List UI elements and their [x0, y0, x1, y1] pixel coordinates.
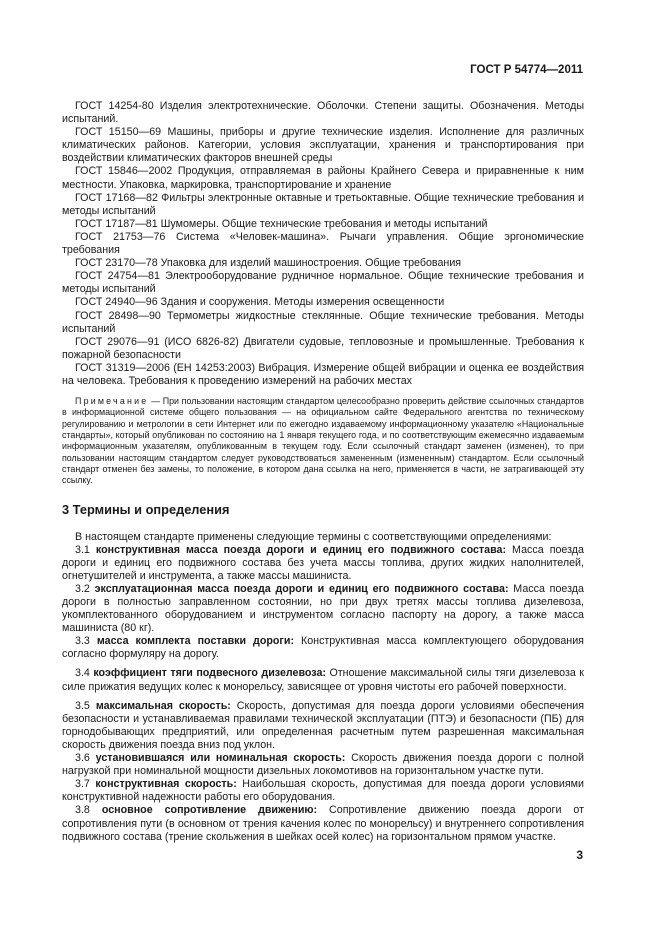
term-text: Сопротивление движению поезда дороги от сопротивления пути (в основном от трения качения колес по монорельсу) и внутреннего сопротивления подвижного состава (трение скольжения в шейках осей колес) на горизонтальном прямом участке.: [62, 804, 584, 843]
term-text: Конструктивная масса комплектующего оборудования согласно формуляру на дорогу.: [62, 635, 584, 661]
note: [62, 396, 584, 486]
term-number: 3.8: [75, 804, 90, 817]
reference-item: ГОСТ 21753—76 Система «Человек-машина». Рычаги управления. Общие эргономические требования: [62, 230, 584, 257]
note-text: — При пользовании настоящим стандартом целесообразно проверить действие ссылочных стандартов в информационной системе общего пользования — на официальном сайте Федерального агентства по техническому регулированию и метрологии в сети Интернет или по ежегодно издаваемому информационному указателю «Национальные стандарты», который опубликован по состоянию на 1 января текущего года, и по соответствующим ежемесячно издаваемым информационным указателям, опубликованным в текущем году. Если ссылочный стандарт заменен (изменен), то при пользовании настоящим стандартом следует руководствоваться замененным (измененным) стандартом. Если ссылочный стандарт отменен без замены, то положение, в котором дана ссылка на него, применяется в части, не затрагивающей эту ссылку.: [62, 396, 584, 486]
term-definition: [62, 635, 584, 661]
term-text: Скорость, допустимая для поезда дороги условиями обеспечения безопасности и устанавливаемая правилами технической эксплуатации (ПТЭ) и безопасности (ПБ) для горнодобывающих предприятий, или определенная расчетным путем разрешенная максимальная скорость движения поезда вниз под уклон.: [62, 699, 584, 751]
page-number: 3: [576, 848, 583, 862]
reference-item: ГОСТ 14254-80 Изделия электротехнические. Оболочки. Степени защиты. Обозначения. Методы испытаний.: [62, 100, 584, 126]
section-title: 3 Термины и определения: [62, 502, 230, 518]
term-text: Масса поезда дороги и единиц его подвижного состава без учета массы топлива, других жидких наполнителей, огнетушителей и инструмента, а также массы машиниста.: [62, 543, 584, 582]
term-name: конструктивная скорость:: [95, 778, 237, 791]
page-body: [62, 100, 584, 844]
reference-item: ГОСТ 24940—96 Здания и сооружения. Методы измерения освещенности: [75, 296, 445, 309]
term-number: 3.7: [75, 778, 90, 791]
document-id: ГОСТ Р 54774—2011: [470, 64, 583, 76]
reference-item: ГОСТ 17187—81 Шумомеры. Общие технические требования и методы испытаний: [75, 217, 488, 230]
term-definition: [62, 804, 584, 843]
reference-item: ГОСТ 29076—91 (ИСО 6826-82) Двигатели судовые, тепловозные и промышленные. Требования к пожарной безопасности: [62, 335, 584, 361]
term-definition: [62, 778, 584, 804]
term-number: 3.4: [75, 667, 90, 680]
term-name: масса комплекта поставки дороги:: [96, 635, 294, 648]
term-definition: [62, 752, 584, 778]
term-number: 3.3: [75, 635, 90, 648]
term-name: установившаяся или номинальная скорость:: [95, 752, 346, 765]
term-number: 3.6: [75, 752, 90, 765]
reference-item: ГОСТ 24754—81 Электрооборудование рудничное нормальное. Общие технические требования и методы испытаний: [62, 270, 584, 296]
term-name: коэффициент тяги подвесного дизелевоза:: [93, 667, 326, 680]
term-text: Скорость движения поезда дороги с полной нагрузкой при номинальной мощности дизельных локомотивов на горизонтальном участке пути.: [62, 752, 584, 778]
term-text: Наибольшая скорость, допустимая для поезда дороги условиями конструктивной надежности работы его оборудования.: [62, 778, 584, 804]
term-name: конструктивная масса поезда дороги и единиц его подвижного состава:: [95, 543, 507, 556]
section-intro: В настоящем стандарте применены следующие термины с соответствующими определениями:: [75, 530, 552, 543]
reference-item: ГОСТ 31319—2006 (ЕН 14253:2003) Вибрация. Измерение общей вибрации и оценка ее воздействия на человека. Требования к проведению измерений на рабочих местах: [62, 361, 584, 387]
note-label: Примечание: [75, 396, 149, 407]
reference-item: ГОСТ 23170—78 Упаковка для изделий машиностроения. Общие требования: [75, 257, 462, 270]
reference-item: ГОСТ 17168—82 Фильтры электронные октавные и третьоктавные. Общие технические требования и методы испытаний: [62, 191, 584, 217]
term-name: эксплуатационная масса поезда дороги и единиц его подвижного состава:: [94, 582, 509, 595]
term-number: 3.2: [75, 582, 90, 595]
term-definition: [62, 667, 584, 693]
term-text: Отношение максимальной силы тяги дизелевоза к силе прижатия ведущих колес к монорельсу, зависящее от уровня чистоты его рабочей поверхности.: [62, 667, 584, 693]
term-name: максимальная скорость:: [95, 699, 231, 712]
term-number: 3.5: [75, 699, 90, 712]
term-definition: [62, 583, 584, 635]
term-definition: [62, 544, 584, 583]
reference-item: ГОСТ 15846—2002 Продукция, отправляемая в районы Крайнего Севера и приравненные к ним местности. Упаковка, маркировка, транспортирование и хранение: [62, 165, 584, 191]
reference-item: ГОСТ 15150—69 Машины, приборы и другие технические изделия. Исполнение для различных климатических районов. Категории, условия эксплуатации, хранения и транспортирования при воздействии климатических факторов внешней среды: [62, 126, 584, 165]
reference-list: [62, 100, 584, 388]
reference-item: ГОСТ 28498—90 Термометры жидкостные стеклянные. Общие технические требования. Методы испытаний: [62, 309, 584, 335]
term-text: Масса поезда дороги в полностью заправленном состоянии, но при двух третях массы топлива дизелевоза, укомплектованного оборудованием и инструментом согласно паспорту на дорогу, а также масса машиниста (80 кг).: [62, 582, 584, 635]
term-name: основное сопротивление движению:: [101, 804, 318, 817]
term-number: 3.1: [75, 543, 90, 556]
term-definition: [62, 700, 584, 752]
